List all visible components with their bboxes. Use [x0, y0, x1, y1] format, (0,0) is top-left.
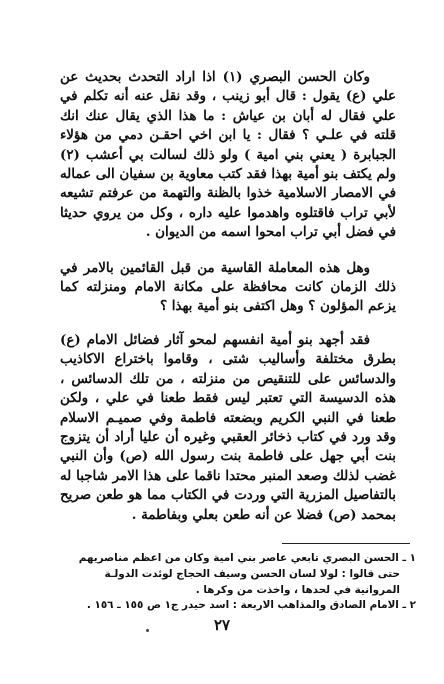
paragraph-3: فقد أجهد بنو أمية انفسهم لمحو آثار فضائل الامام (ع) بطرق مختلفة وأساليب شتى ، وقاموا باختراع الاكاذيب والدسائس على للتنقيص من منزلته ، من تلك الدسائس ، هذه الدسيسة التي تعتبر ليس فقط طعنا في علي ، ولكن طعنا في النبي الكريم وبضعته فاطمة وفي صميـم الاسلام وقد ورد في كتاب ذخائر العقبي وغيره أن عليا أراد أن يتزوج بنت أبي جهل على فاطمة بنت رسول الله (ص) وأن النبي غضب لذلك وصعد المنبر محتدا ناقما على هذا الامر شاجبا له بالتفاصيل المزرية التي وردت في الكتاب مما هو طعن صريح بمحمد (ص) فضلا عن أنه طعن بعلي وبفاطمة . [60, 331, 396, 523]
footnote-1-line-1: ١ ـ الحسن البصري تابعي عاصر بني امية وكان من اعظم مناصريهم [78, 552, 416, 564]
paragraph-2: وهل هذه المعاملة القاسية من قبل القائمين بالامر في ذلك الزمان كانت محافظة على مكانة الامام ومنزلته كما يزعم المؤلون ؟ وهل اكتفى بنو أمية بهذا ؟ [60, 259, 396, 315]
page-number: ٢٧ [213, 616, 231, 634]
main-text [60, 68, 396, 525]
footnote-1-line-2: حتى قالوا : لولا لسان الحسن وسيف الحجاج لوئدت الدولـة [104, 567, 400, 580]
footnotes [36, 551, 416, 614]
footnote-2: ٢ ـ الامام الصادق والمذاهب الاربعة : اسد حيدر ج١ ص ١٥٥ ـ ١٥٦ . [86, 599, 416, 612]
footnote-1-line-3: المروانية في لحدها ، واخذت من وكرها . [195, 583, 400, 596]
footnote-divider [282, 543, 410, 544]
paragraph-1: وكان الحسن البصري (١) اذا اراد التحدث بحديث عن علي (ع) يقول : قال أبو زينب ، وقد نقل عنه أنه تكلم في علي فقال له أبان بن عياش : ما هذا الذي يقال عنك انك قلته في علـي ؟ فقال : يا ابن اخي احقـن دمي من هؤلاء الجبابرة ( يعني بني امية ) ولو ذلك لسالت بي أعشب (٢) ولم يكتف بنو أمية بهذا فقد كتب معاوية بن سفيان الى عماله في الامصار الاسلامية خذوا بالظنة والتهمة من عرفتم تشيعه لأبي تراب فاقتلوه واهدموا عليه داره ، وكل من يروي حديثا في فضل أبي تراب امحوا اسمه من الديوان . [60, 69, 396, 241]
